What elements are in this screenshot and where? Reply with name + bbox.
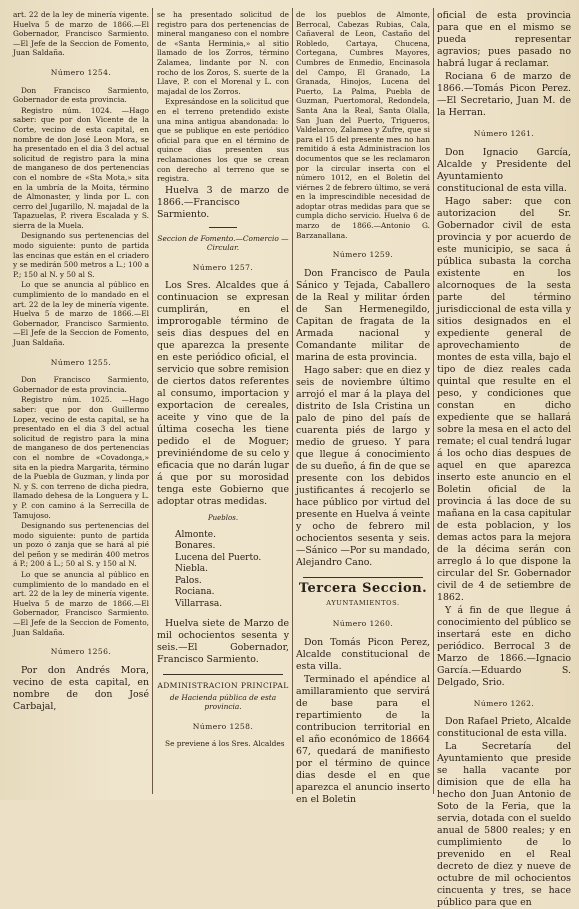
notice-number: Número 1256. bbox=[50, 647, 112, 657]
paragraph: Rociana 6 de marzo de 1866.—Tomás Picon Perez. —El Secretario, Juan M. de la Herran. bbox=[437, 71, 571, 118]
separator bbox=[163, 674, 283, 675]
paragraph: Don Rafael Prieto, Alcalde constitucional de esta villa. bbox=[437, 716, 571, 740]
paragraph: art. 22 de la ley de minería vigente. Huelva 5 de marzo de 1866.—El Gobernador, Francisco Sarmiento.—El Jefe de la Seccion de Fomento, Juan Saldaña. bbox=[13, 10, 149, 58]
paragraph: Designando sus pertenencias del modo siguiente: punto de partida un pozo ó zanja que se hará al pié del peñon y se medirán 400 metros á P.; 200 á L.; 50 al S. y 150 al N. bbox=[13, 521, 149, 569]
admin-title: ADMINISTRACION PRINCIPAL bbox=[157, 680, 289, 690]
list-item: Bonares. bbox=[175, 541, 216, 552]
paragraph: Huelva 3 de marzo de 1866.—Francisco Sarmiento. bbox=[157, 184, 289, 220]
paragraph: oficial de esta provincia para que en el mismo se pueda representar agravios; pues pasado no habrá lugar á reclamar. bbox=[437, 10, 571, 69]
section-caption: Seccion de Fomento.—Comercio —Circular. bbox=[157, 233, 289, 253]
section-subhead: AYUNTAMIENTOS. bbox=[326, 599, 400, 608]
notice-number: Número 1257. bbox=[192, 262, 254, 272]
paragraph: Registro núm. 1025. —Hago saber: que por don Guillermo Lopez, vecino de esta capital, se ha presentado en el dia 3 del actual solicitud de registro para la mina de manganeso de dos pertenencias con el nombre de «Covadonga,» sita en la piedra Margarita, término de la Puebla de Guzman, y linda por N. y S. con terreno de dicha piedra, llamado dehesa de la Longuera y L. y P. con camino á la Serrecilla de Tamujoso. bbox=[13, 395, 149, 520]
paragraph: se ha presentado solicitud de registro para dos pertenencias de mineral manganeso con el nombre de «Santa Herminia,» al sitio llamado de los Zorros, término Zalamea, lindante por N. con rocho de los Zoros, S. suerte de la Llave, P. con el Morenal y L. con majadal de los Zorros. bbox=[157, 10, 289, 96]
paragraph: Don Tomás Picon Perez, Alcalde constitucional de esta villa. bbox=[296, 636, 430, 672]
paragraph: Expresándose en la solicitud que en el terreno pretendido existe una mina antigua abandonada: lo que se publique en este periódico oficial para que en el término de quince dias presenten sus reclamaciones los que se crean con derecho al terreno que se registra. bbox=[157, 97, 289, 184]
places-list bbox=[157, 530, 289, 610]
list-item: Rociana. bbox=[175, 587, 215, 598]
paragraph: Se previene á los Sres. Alcaldes bbox=[165, 739, 285, 749]
notice-number: Número 1254. bbox=[50, 67, 112, 77]
list-item: Lucena del Puerto. bbox=[175, 552, 262, 563]
column-rule bbox=[433, 8, 434, 794]
list-item: Palos. bbox=[175, 575, 202, 586]
column-rule bbox=[152, 8, 153, 794]
notice-number: Número 1260. bbox=[332, 619, 394, 629]
notice-number: Número 1262. bbox=[473, 698, 535, 708]
paragraph: Don Francisco Sarmiento, Gobernador de esta provincia. bbox=[13, 375, 149, 394]
paragraph: Por don Andrés Mora, vecino de esta capital, en nombre de don José Carbajal, bbox=[13, 664, 149, 712]
separator bbox=[209, 227, 237, 228]
paragraph: Don Francisco de Paula Sánico y Tejada, Caballero de la Real y militar órden de San Hermenegildo, Capitan de fragata de la Armada nacional y Comandante militar de marina de esta provincia. bbox=[296, 267, 430, 363]
column-4 bbox=[437, 10, 571, 909]
list-item: Niebla. bbox=[175, 564, 208, 575]
column-3 bbox=[296, 10, 430, 805]
paragraph: Don Francisco Sarmiento, Gobernador de esta provincia. bbox=[13, 85, 149, 105]
separator bbox=[303, 577, 423, 578]
paragraph: Y á fin de que llegue á conocimiento del público se insertará este en dicho periódico. Berrocal 3 de Marzo de 1866.—Ignacio García.—Eduardo S. Delgado, Srio. bbox=[437, 604, 571, 688]
notice-number: Número 1255. bbox=[50, 357, 112, 367]
paragraph: Hago saber: que en diez y seis de noviembre último arrojó el mar á la playa del distrito de Isla Cristina un palo de pino del país de cuarenta piés de largo y medio de grueso. Y para que llegue á conocimiento de su dueño, á fin de que se presente con los debidos justificantes á recojerlo se hace público por virtud del presente en Huelva á veinte y ocho de febrero mil ochocientos sesenta y seis. —Sánico —Por su mandado, Alejandro Cano. bbox=[296, 364, 430, 568]
paragraph: Terminado el apéndice al amillaramiento que servirá de base para el repartimiento de la contribucion territorial en el año económico de 18664 67, quedará de manifiesto por el término de quince dias desde el en que aparezca el anuncio inserto en el Boletin bbox=[296, 673, 430, 805]
notice-number: Número 1261. bbox=[473, 129, 535, 138]
paragraph: de los pueblos de Almonte, Berrocal, Cabezas Rubias, Cala, Cañaveral de Leon, Castaño del Robledo, Cartaya, Chucena, Cortegana, Cumbres Mayores, Cumbres de Enmedio, Encinasola del Campo, El Granado, La Granada, Hinojos, Lucena del Puerto, La Palma, Puebla de Guzman, Puertomoral, Redondela, Santa Ana la Real, Santa Olalla, San Juan del Puerto, Trigueros, Valdelarco, Zalamea y Zufre, que si para el 15 del presente mes no han remitido á esta Administracion los documentos que se les reclamaron por la circular inserta con el número 1012, en el Boletin del viérnes 2 de febrero último, se verá en la imprescindible necesidad de adoptar otras medidas para que se cumpla dicho servicio. Huelva 6 de marzo de 1866.—Antonio G. Barzanallana. bbox=[296, 10, 430, 240]
admin-subtitle: de Hacienda pública de esta provincia. bbox=[169, 692, 277, 712]
paragraph: Don Ignacio García, Alcalde y Presidente del Ayuntamiento constitucional de esta villa. bbox=[437, 146, 571, 194]
paragraph: Registro núm. 1024. —Hago saber: que por don Vicente de la Corte, vecino de esta capital, en nombre de don José Leon Mora, se ha presentado en el dia 3 del actual solicitud de registro para la mina de manganeso de dos pertenencias con el nombre de «Sta Mota,» sita en la umbría de la Moita, término de Almonaster, y linda por L. con cerro del Jugarillo, N. majadal de la Tapazuelas, P. rivera Escalada y S. sierra de la Muela. bbox=[13, 105, 149, 230]
paragraph: Designando sus pertenencias del modo siguiente: punto de partida las encinas que están en el criadero y se medirán 500 metros a L.; 100 a P.; 150 al N. y 50 al S. bbox=[13, 231, 149, 279]
column-2 bbox=[157, 10, 289, 795]
column-rule bbox=[292, 8, 293, 794]
paragraph: Lo que se anuncia al público en cumplimiento de lo mandado en el art. 22 de la ley de minería vigente. Huelva 5 de marzo de 1866.—El Gobernador, Francisco Sarmiento.—El Jefe de la Seccion de Fomento, Juan Saldaña. bbox=[13, 280, 149, 347]
section-title: Tercera Seccion. bbox=[298, 580, 428, 596]
notice-number: Número 1259. bbox=[332, 250, 394, 260]
column-1 bbox=[13, 10, 149, 795]
paragraph: Huelva siete de Marzo de mil ochocientos sesenta y seis.—El Gobernador, Francisco Sarmiento. bbox=[157, 617, 289, 665]
places-label: Pueblos. bbox=[207, 514, 239, 523]
paragraph: Los Sres. Alcaldes que á continuacion se expresan cumplirán, en el improrogable término de seis dias despues del en que aparezca la presente en este periódico oficial, el servicio que sobre remision de ciertos datos referentes al consumo, importacion y exportacion de cereales, aceite y vino que de la última cosecha les tiene pedido el de Moguer; previniéndome de su celo y eficacia que no darán lugar á que por su morosidad tenga este Gobierno que adoptar otras medidas. bbox=[157, 280, 289, 508]
list-item: Villarrasa. bbox=[175, 598, 223, 609]
notice-number: Número 1258. bbox=[192, 721, 254, 731]
paragraph: La Secretaría del Ayuntamiento que preside se halla vacante por dimision que de ella ha hecho don Juan Antonio de Soto de la Feria, que la servia, dotada con el sueldo anual de 5800 reales; y en cumplimiento de lo prevenido en el Real decreto de diez y nueve de octubre de mil ochocientos cincuenta y tres, se hace público para que en bbox=[437, 741, 571, 909]
list-item: Almonte. bbox=[175, 530, 216, 541]
paragraph: Hago saber: que con autorizacion del Sr. Gobernador civil de esta provincia y por acuerdo de este municipio, se saca á pública subasta la corcha existente en los alcornoques de la sesta parte del término jurisdiccional de esta villa y sitios designados en el expediente general de aprovechamiento de montes de esta villa, bajo el tipo de diez reales cada quintal que resulte en el peso, y condiciones que constan en dicho expediente que se hallará sobre la mesa en el acto del remate; el cual tendrá lugar á los ocho dias despues de aquel en que aparezca inserto este anuncio en el Boletin oficial de la provincia á las doce de su mañana en la casa capitular de esta poblacion, y los demas actos para la mejora de la décima serán con arreglo á lo que dispone la circular del Sr. Gobernador civil de 4 de setiembre de 1862. bbox=[437, 195, 571, 603]
paragraph: Lo que se anuncia al público en cumplimiento de lo mandado en el art. 22 de la ley de minería vigente. Huelva 5 de marzo de 1866.—El Gobernador, Francisco Sarmiento.—El Jefe de la Seccion de Fomento, Juan Saldaña. bbox=[13, 570, 149, 637]
